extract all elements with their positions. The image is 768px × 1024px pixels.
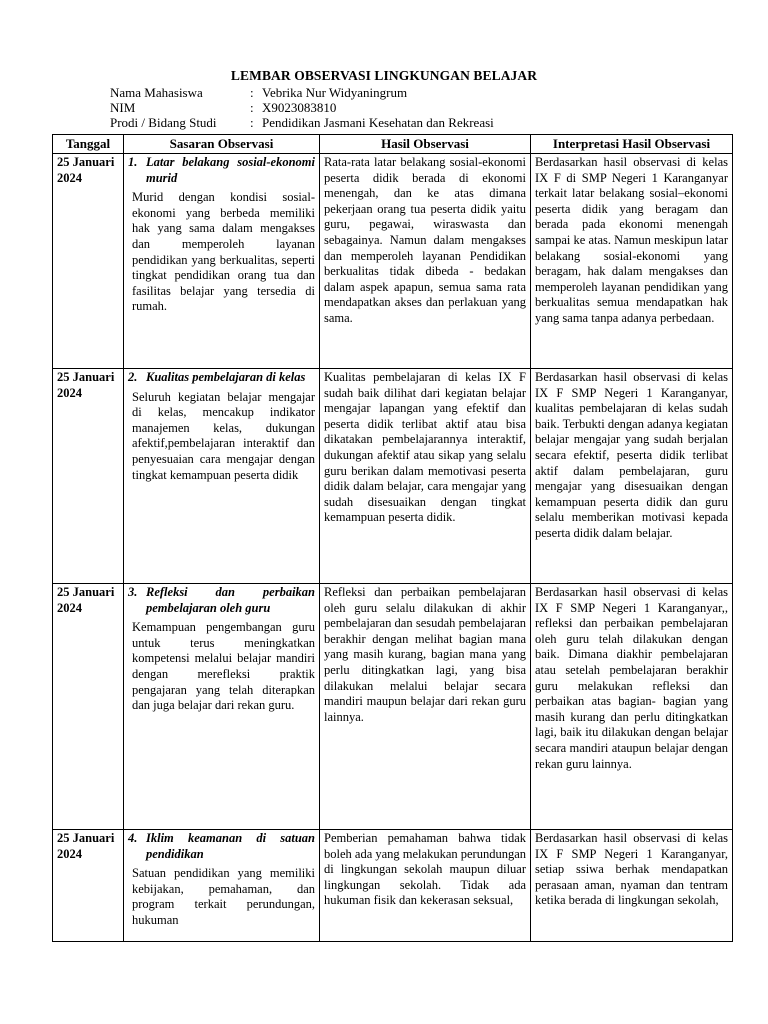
sasaran-description: Seluruh kegiatan belajar mengajar di kelas, mencakup indikator manajemen kelas, dukungan afektif,pembelajaran interaktif dan penyesuaian cara mengajar dengan tingkat kemampuan peserta didik xyxy=(132,389,315,482)
table-header-row xyxy=(53,135,733,154)
meta-colon: : xyxy=(250,115,254,130)
header-sasaran-observasi: Sasaran Observasi xyxy=(124,135,320,154)
row-interpretasi: Berdasarkan hasil observasi di kelas IX F di SMP Negeri 1 Karanganyar terkait latar belakang sosial–ekonomi peserta didik yang beragam dan berada pada ekonomi menengah sampai ke atas. Namun meskipun latar belakang sosial-ekonomi yang beragam, hak dalam mengakses dan memperoleh layanan pendidikan yang berkualitas semua mendapatkan hak yang sama tanpa adanya perbedaan. xyxy=(531,154,733,369)
item-title: Refleksi dan perbaikan pembelajaran oleh guru xyxy=(146,585,315,615)
row-hasil: Kualitas pembelajaran di kelas IX F sudah baik dilihat dari kegiatan belajar mengajar lapangan yang efektif dan peserta didik terlibat aktif atau bisa dikatakan pembelajarannya interaktif, dukungan afektif atau sikap yang selalu guru berikan dalam memotivasi peserta didik dalam belajar, cara mengajar yang sudah disesuaikan dengan tingkat kemampuan peserta didik. xyxy=(320,369,531,584)
sasaran-subtitle xyxy=(128,155,315,186)
meta-label: NIM xyxy=(110,100,136,115)
row-sasaran xyxy=(124,369,320,584)
row-interpretasi: Berdasarkan hasil observasi di kelas IX F SMP Negeri 1 Karanganyar, setiap ssiwa berhak mendapatkan perasaan aman, nyaman dan tentram ketika berada di lingkungan sekolah, xyxy=(531,830,733,942)
row-date: 25 Januari 2024 xyxy=(53,154,124,369)
row-interpretasi: Berdasarkan hasil observasi di kelas IX F SMP Negeri 1 Karanganyar,, refleksi dan perbaikan pembelajaran oleh guru telah dilakukan dengan baik. Dimana diakhir pembelajaran atau setelah pembelajaran berakhir guru melakukan refleksi dan perbaikan atas bagian- bagian yang masih kurang dan perlu ditingkatkan lagi, baik itu dilakukan dengan belajar secara mandiri ataupun belajar dengan rekan guru lainnya. xyxy=(531,584,733,830)
row-sasaran xyxy=(124,154,320,369)
meta-label: Prodi / Bidang Studi xyxy=(110,115,217,130)
observation-table xyxy=(52,134,733,942)
row-date: 25 Januari 2024 xyxy=(53,830,124,942)
document-title: LEMBAR OBSERVASI LINGKUNGAN BELAJAR xyxy=(230,68,538,83)
row-hasil: Refleksi dan perbaikan pembelajaran oleh guru selalu dilakukan di akhir pembelajaran dan sesudah pembelajaran berakhir dengan melihat bagian mana yang masih kurang, bagian mana yang perlu ditingkatkan lagi, yang bisa dilakukan melalui belajar secara mandiri maupun belajar dari rekan guru lainnya. xyxy=(320,584,531,830)
item-number: 4. xyxy=(128,831,138,845)
sasaran-description: Kemampuan pengembangan guru untuk terus meningkatkan kompetensi melalui belajar mandiri dengan merefleksi praktik pengajaran yang telah diterapkan dan juga belajar dari rekan guru. xyxy=(132,620,315,713)
meta-colon: : xyxy=(250,85,254,100)
header-hasil-observasi: Hasil Observasi xyxy=(320,135,531,154)
row-sasaran xyxy=(124,830,320,942)
row-date: 25 Januari 2024 xyxy=(53,369,124,584)
item-number: 1. xyxy=(128,155,138,169)
row-hasil: Pemberian pemahaman bahwa tidak boleh ada yang melakukan perundungan di lingkungan sekolah maupun diluar lingkungan sekolah. Tidak ada hukuman fisik dan kekerasan seksual, xyxy=(320,830,531,942)
meta-value: Pendidikan Jasmani Kesehatan dan Rekreasi xyxy=(262,115,494,130)
item-number: 2. xyxy=(128,370,138,384)
item-title: Latar belakang sosial-ekonomi murid xyxy=(146,155,315,185)
table-row xyxy=(53,830,733,942)
sasaran-subtitle xyxy=(128,585,315,616)
row-date: 25 Januari 2024 xyxy=(53,584,124,830)
header-tanggal: Tanggal xyxy=(53,135,124,154)
row-interpretasi: Berdasarkan hasil observasi di kelas IX F SMP Negeri 1 Karanganyar, kualitas pembelajaran di kelas sudah baik. Terbukti dengan adanya kegiatan belajar mengajar yang sudah berjalan secara efektif, peserta didik terlibat aktif dalam pembelajaran, guru mengajar yang disesuaikan dengan kemampuan peserta didik dan guru selalu memberikan motivasi kepada peserta didik dalam belajar. xyxy=(531,369,733,584)
sasaran-subtitle xyxy=(128,831,315,862)
item-number: 3. xyxy=(128,585,138,599)
row-sasaran xyxy=(124,584,320,830)
sasaran-subtitle xyxy=(128,370,315,386)
meta-value: Vebrika Nur Widyaningrum xyxy=(262,85,408,100)
meta-label: Nama Mahasiswa xyxy=(110,85,203,100)
table-row xyxy=(53,584,733,830)
item-title: Iklim keamanan di satuan pendidikan xyxy=(146,831,315,861)
meta-value: X9023083810 xyxy=(262,100,337,115)
table-row xyxy=(53,154,733,369)
meta-colon: : xyxy=(250,100,254,115)
table-row xyxy=(53,369,733,584)
sasaran-description: Murid dengan kondisi sosial-ekonomi yang berbeda memiliki hak yang sama dalam mengakses dan memperoleh layanan pendidikan yang berkualitas, seperti tingkat pendidikan orang tua dan fasilitas belajar yang tersedia di rumah. xyxy=(132,190,315,314)
item-title: Kualitas pembelajaran di kelas xyxy=(146,370,306,384)
row-hasil: Rata-rata latar belakang sosial-ekonomi peserta didik berada di ekonomi menengah, dan ke atas dimana pekerjaan orang tua peserta didik yaitu guru, pegawai, wiraswasta dan sebagainya. Namun dalam mengakses dan memperoleh layanan Pendidikan berkualitas tidak dibeda - bedakan dalam aspek apapun, semua sama rata mendapatkan akses dan perlakuan yang sama. xyxy=(320,154,531,369)
sasaran-description: Satuan pendidikan yang memiliki kebijakan, pemahaman, dan program terkait perundungan, hukuman xyxy=(132,866,315,927)
header-interpretasi: Interpretasi Hasil Observasi xyxy=(531,135,733,154)
